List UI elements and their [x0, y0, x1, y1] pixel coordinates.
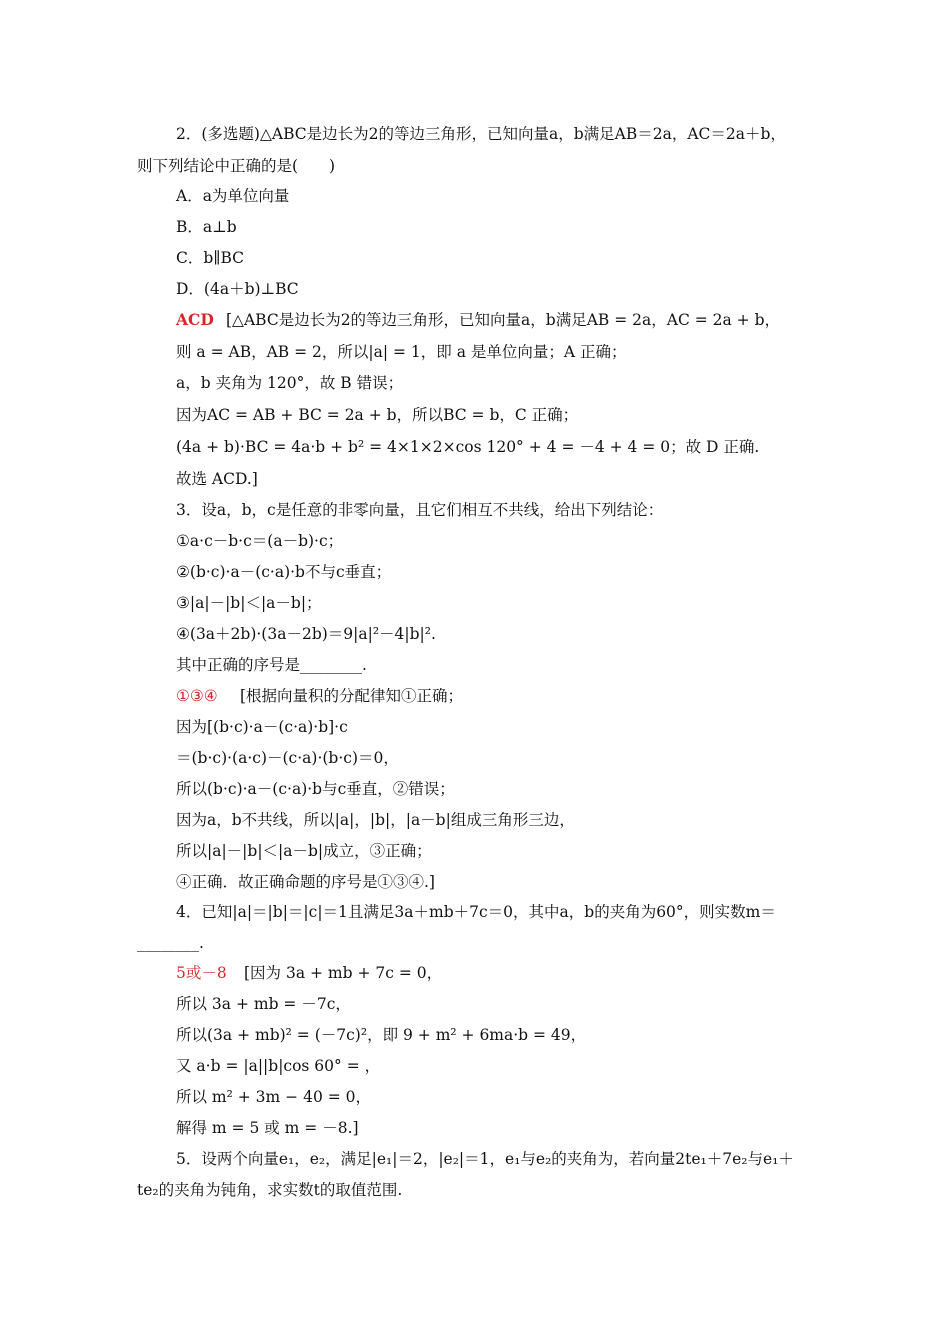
q4-answer: 5或－8	[176, 964, 227, 982]
q2-stem-line2: 则下列结论中正确的是( )	[137, 157, 336, 175]
q2-stem-line1: 2．(多选题)△ABC是边长为2的等边三角形，已知向量a，b满足AB＝2a，AC＝2a＋b，	[176, 125, 786, 143]
q4-stem-line2: ________.	[137, 934, 204, 952]
q3-statement-1: ①a·c－b·c＝(a－b)·c；	[176, 532, 344, 550]
q3-stem-line1: 3．设a，b，c是任意的非零向量，且它们相互不共线，给出下列结论：	[176, 501, 664, 519]
q2-solution-line2: 则 a = AB，AB = 2，所以|a| = 1，即 a 是单位向量；A 正确；	[176, 343, 627, 361]
q3-solution-line6: 所以|a|－|b|＜|a－b|成立，③正确；	[176, 842, 432, 860]
q2-solution-line1: [△ABC是边长为2的等边三角形，已知向量a，b满足AB = 2a，AC = 2a + b，	[226, 311, 781, 329]
q3-question: 其中正确的序号是________.	[176, 656, 367, 674]
q2-option-b: B．a⊥b	[176, 218, 237, 236]
q3-solution-line7: ④正确．故正确命题的序号是①③④.]	[176, 873, 435, 891]
q2-solution-line6: 故选 ACD.]	[176, 470, 258, 488]
q3-statement-2: ②(b·c)·a－(c·a)·b不与c垂直；	[176, 563, 392, 581]
q3-statement-4: ④(3a＋2b)·(3a－2b)＝9|a|²－4|b|².	[176, 625, 436, 643]
q3-solution-line3: ＝(b·c)·(a·c)－(c·a)·(b·c)＝0，	[176, 749, 399, 767]
q2-solution-line3: a，b 夹角为 120°，故 B 错误；	[176, 374, 404, 392]
q5-stem-line2: te₂的夹角为钝角，求实数t的取值范围.	[137, 1181, 403, 1199]
q2-option-c: C．b∥BC	[176, 249, 244, 267]
q4-stem-line1: 4．已知|a|＝|b|＝|c|＝1且满足3a＋mb＋7c＝0，其中a，b的夹角为60°，则实数m＝	[176, 903, 776, 921]
q4-solution-line1: [因为 3a + mb + 7c = 0，	[244, 964, 443, 982]
q3-answer: ①③④	[176, 687, 218, 705]
q4-solution-line4: 又 a·b = |a||b|cos 60° = ，	[176, 1057, 381, 1075]
q3-solution-line5: 因为a，b不共线，所以|a|，|b|，|a－b|组成三角形三边，	[176, 811, 575, 829]
q5-stem-line1: 5．设两个向量e₁，e₂，满足|e₁|＝2，|e₂|＝1，e₁与e₂的夹角为，若向量2te₁＋7e₂与e₁＋	[176, 1150, 794, 1168]
q2-option-a: A．a为单位向量	[176, 187, 290, 205]
q3-solution-line4: 所以(b·c)·a－(c·a)·b与c垂直，②错误；	[176, 780, 455, 798]
q4-solution-line3: 所以(3a + mb)² = (－7c)²，即 9 + m² + 6ma·b = 49，	[176, 1026, 587, 1044]
q2-option-d: D．(4a＋b)⊥BC	[176, 280, 299, 298]
q2-solution-line5: (4a + b)·BC = 4a·b + b² = 4×1×2×cos 120° + 4 = －4 + 4 = 0；故 D 正确.	[176, 438, 760, 456]
q4-solution-line6: 解得 m = 5 或 m = －8.]	[176, 1119, 359, 1137]
q3-statement-3: ③|a|－|b|＜|a－b|；	[176, 594, 322, 612]
q3-solution-line2: 因为[(b·c)·a－(c·a)·b]·c	[176, 718, 348, 736]
q3-solution-line1: [根据向量积的分配律知①正确；	[240, 687, 464, 705]
q4-solution-line5: 所以 m² + 3m − 40 = 0，	[176, 1088, 372, 1106]
q2-answer: ACD	[176, 310, 214, 329]
q4-solution-line2: 所以 3a + mb = －7c，	[176, 995, 351, 1013]
q2-solution-line4: 因为AC = AB + BC = 2a + b，所以BC = b，C 正确；	[176, 406, 579, 424]
